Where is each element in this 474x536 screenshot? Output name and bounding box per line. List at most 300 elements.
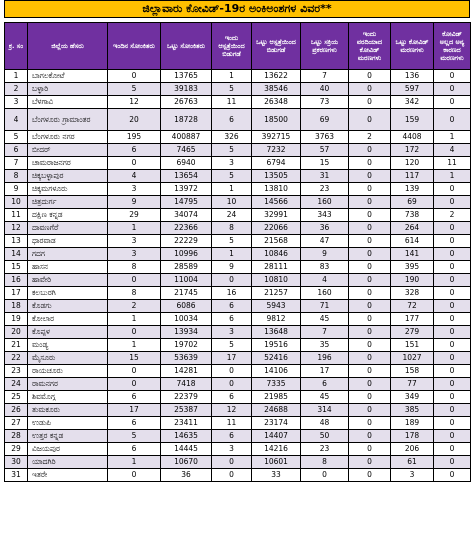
active-cases-cell: 48: [301, 417, 349, 430]
today-cases-cell: 5: [108, 430, 161, 443]
active-cases-cell: 7: [301, 70, 349, 83]
total-discharged-cell: 9812: [252, 313, 301, 326]
header-district: ಜಿಲ್ಲೆಯ ಹೆಸರು: [28, 23, 108, 70]
serial-cell: 7: [5, 157, 28, 170]
total-discharged-cell: 392715: [252, 131, 301, 144]
table-row: [5, 83, 471, 96]
total-discharged-cell: 14106: [252, 365, 301, 378]
active-cases-cell: 9: [301, 248, 349, 261]
header-today-discharged: ಇಂದು ಆಸ್ಪತ್ರೆಯಿಂದ ಬಿಡುಗಡೆ: [212, 23, 252, 70]
district-name-cell: ಹಾಸನ: [28, 261, 108, 274]
today-deaths-cell: 0: [349, 443, 391, 456]
total-discharged-cell: 32991: [252, 209, 301, 222]
today-deaths-cell: 0: [349, 378, 391, 391]
today-cases-cell: 29: [108, 209, 161, 222]
total-deaths-cell: 139: [391, 183, 434, 196]
today-cases-cell: 0: [108, 365, 161, 378]
today-discharged-cell: 0: [212, 469, 252, 482]
today-cases-cell: 0: [108, 378, 161, 391]
today-cases-cell: 8: [108, 287, 161, 300]
today-deaths-cell: 0: [349, 313, 391, 326]
today-deaths-cell: 0: [349, 300, 391, 313]
today-deaths-cell: 0: [349, 83, 391, 96]
total-discharged-cell: 7232: [252, 144, 301, 157]
today-cases-cell: 0: [108, 157, 161, 170]
non-covid-deaths-cell: 0: [434, 287, 471, 300]
table-row: [5, 443, 471, 456]
total-discharged-cell: 14407: [252, 430, 301, 443]
total-discharged-cell: 26348: [252, 96, 301, 109]
total-cases-cell: 34074: [161, 209, 212, 222]
total-cases-cell: 14281: [161, 365, 212, 378]
district-name-cell: ಕೊಪ್ಪಳ: [28, 326, 108, 339]
active-cases-cell: 17: [301, 365, 349, 378]
district-covid-table: [4, 22, 471, 482]
non-covid-deaths-cell: 0: [434, 274, 471, 287]
today-deaths-cell: 0: [349, 274, 391, 287]
non-covid-deaths-cell: 0: [434, 96, 471, 109]
active-cases-cell: 23: [301, 183, 349, 196]
active-cases-cell: 6: [301, 378, 349, 391]
total-cases-cell: 6940: [161, 157, 212, 170]
table-row: [5, 235, 471, 248]
today-deaths-cell: 0: [349, 430, 391, 443]
today-cases-cell: 3: [108, 183, 161, 196]
total-cases-cell: 14445: [161, 443, 212, 456]
district-name-cell: ಮೈಸೂರು: [28, 352, 108, 365]
district-name-cell: ಶಿವಮೊಗ್ಗ: [28, 391, 108, 404]
today-deaths-cell: 0: [349, 248, 391, 261]
table-row: [5, 196, 471, 209]
today-cases-cell: 2: [108, 300, 161, 313]
serial-cell: 8: [5, 170, 28, 183]
today-deaths-cell: 0: [349, 235, 391, 248]
active-cases-cell: 23: [301, 443, 349, 456]
today-discharged-cell: 12: [212, 404, 252, 417]
district-name-cell: ರಾಯಚೂರು: [28, 365, 108, 378]
serial-cell: 31: [5, 469, 28, 482]
district-name-cell: ಗದಗ: [28, 248, 108, 261]
serial-cell: 26: [5, 404, 28, 417]
today-cases-cell: 6: [108, 443, 161, 456]
total-cases-cell: 21745: [161, 287, 212, 300]
today-deaths-cell: 0: [349, 109, 391, 131]
today-discharged-cell: 0: [212, 378, 252, 391]
total-discharged-cell: 23174: [252, 417, 301, 430]
active-cases-cell: 160: [301, 196, 349, 209]
header-today-cases: ಇಂದಿನ ಸೋಂಕಿತರು: [108, 23, 161, 70]
today-discharged-cell: 9: [212, 261, 252, 274]
serial-cell: 13: [5, 235, 28, 248]
total-discharged-cell: 14216: [252, 443, 301, 456]
serial-cell: 11: [5, 209, 28, 222]
table-row: [5, 391, 471, 404]
today-discharged-cell: 17: [212, 352, 252, 365]
district-name-cell: ಬೆಂಗಳೂರು ಗ್ರಾಮಾಂತರ: [28, 109, 108, 131]
non-covid-deaths-cell: 0: [434, 378, 471, 391]
district-name-cell: ಚಾಮರಾಜನಗರ: [28, 157, 108, 170]
total-deaths-cell: 158: [391, 365, 434, 378]
district-name-cell: ಹಾವೇರಿ: [28, 274, 108, 287]
total-cases-cell: 36: [161, 469, 212, 482]
district-name-cell: ಬೀದರ್: [28, 144, 108, 157]
total-deaths-cell: 177: [391, 313, 434, 326]
today-cases-cell: 0: [108, 469, 161, 482]
today-cases-cell: 8: [108, 261, 161, 274]
table-row: [5, 404, 471, 417]
today-discharged-cell: 0: [212, 365, 252, 378]
table-row: [5, 209, 471, 222]
today-discharged-cell: 0: [212, 456, 252, 469]
total-discharged-cell: 24688: [252, 404, 301, 417]
today-cases-cell: 0: [108, 70, 161, 83]
serial-cell: 6: [5, 144, 28, 157]
total-deaths-cell: 597: [391, 83, 434, 96]
district-name-cell: ಬಳ್ಳಾರಿ: [28, 83, 108, 96]
today-cases-cell: 6: [108, 391, 161, 404]
district-name-cell: ರಾಮನಗರ: [28, 378, 108, 391]
total-deaths-cell: 385: [391, 404, 434, 417]
district-name-cell: ಚಿಕ್ಕಬಳ್ಳಾಪುರ: [28, 170, 108, 183]
total-cases-cell: 19702: [161, 339, 212, 352]
today-discharged-cell: 5: [212, 144, 252, 157]
total-cases-cell: 22379: [161, 391, 212, 404]
total-deaths-cell: 349: [391, 391, 434, 404]
today-discharged-cell: 1: [212, 248, 252, 261]
serial-cell: 23: [5, 365, 28, 378]
total-discharged-cell: 21985: [252, 391, 301, 404]
total-cases-cell: 22366: [161, 222, 212, 235]
table-row: [5, 300, 471, 313]
table-row: [5, 222, 471, 235]
active-cases-cell: 73: [301, 96, 349, 109]
today-discharged-cell: 3: [212, 443, 252, 456]
active-cases-cell: 47: [301, 235, 349, 248]
non-covid-deaths-cell: 0: [434, 196, 471, 209]
total-cases-cell: 14795: [161, 196, 212, 209]
today-cases-cell: 20: [108, 109, 161, 131]
today-deaths-cell: 0: [349, 326, 391, 339]
active-cases-cell: 8: [301, 456, 349, 469]
total-discharged-cell: 13622: [252, 70, 301, 83]
total-deaths-cell: 77: [391, 378, 434, 391]
table-row: [5, 430, 471, 443]
today-cases-cell: 12: [108, 96, 161, 109]
today-discharged-cell: 5: [212, 83, 252, 96]
header-non-covid-deaths: ಕೋವಿಡ್ ಅಲ್ಲದ ಅನ್ಯ ಕಾರಣದ ಮರಣಗಳು: [434, 23, 471, 70]
today-deaths-cell: 0: [349, 157, 391, 170]
table-row: [5, 70, 471, 83]
non-covid-deaths-cell: 0: [434, 70, 471, 83]
non-covid-deaths-cell: 0: [434, 109, 471, 131]
table-row: [5, 326, 471, 339]
total-discharged-cell: 10810: [252, 274, 301, 287]
header-serial: ಕ್ರ. ಸಂ: [5, 23, 28, 70]
today-deaths-cell: 0: [349, 339, 391, 352]
serial-cell: 24: [5, 378, 28, 391]
table-row: [5, 456, 471, 469]
total-deaths-cell: 72: [391, 300, 434, 313]
district-name-cell: ತುಮಕೂರು: [28, 404, 108, 417]
serial-cell: 21: [5, 339, 28, 352]
non-covid-deaths-cell: 0: [434, 404, 471, 417]
today-discharged-cell: 326: [212, 131, 252, 144]
serial-cell: 14: [5, 248, 28, 261]
total-cases-cell: 7418: [161, 378, 212, 391]
total-deaths-cell: 1027: [391, 352, 434, 365]
total-cases-cell: 13765: [161, 70, 212, 83]
table-row: [5, 170, 471, 183]
today-discharged-cell: 16: [212, 287, 252, 300]
non-covid-deaths-cell: 0: [434, 261, 471, 274]
total-discharged-cell: 52416: [252, 352, 301, 365]
today-cases-cell: 0: [108, 274, 161, 287]
today-cases-cell: 1: [108, 456, 161, 469]
total-deaths-cell: 328: [391, 287, 434, 300]
serial-cell: 1: [5, 70, 28, 83]
total-discharged-cell: 14566: [252, 196, 301, 209]
district-name-cell: ದಾವಣಗೆರೆ: [28, 222, 108, 235]
today-deaths-cell: 0: [349, 352, 391, 365]
serial-cell: 16: [5, 274, 28, 287]
total-cases-cell: 13654: [161, 170, 212, 183]
active-cases-cell: 45: [301, 391, 349, 404]
total-discharged-cell: 38546: [252, 83, 301, 96]
serial-cell: 4: [5, 109, 28, 131]
today-cases-cell: 9: [108, 196, 161, 209]
today-deaths-cell: 0: [349, 144, 391, 157]
table-row: [5, 469, 471, 482]
total-deaths-cell: 151: [391, 339, 434, 352]
header-today-deaths: ಇಂದು ವರದಿಯಾದ ಕೋವಿಡ್ ಮರಣಗಳು: [349, 23, 391, 70]
active-cases-cell: 3763: [301, 131, 349, 144]
serial-cell: 3: [5, 96, 28, 109]
header-total-cases: ಒಟ್ಟು ಸೋಂಕಿತರು: [161, 23, 212, 70]
serial-cell: 20: [5, 326, 28, 339]
total-discharged-cell: 21568: [252, 235, 301, 248]
total-discharged-cell: 28111: [252, 261, 301, 274]
total-cases-cell: 23411: [161, 417, 212, 430]
active-cases-cell: 35: [301, 339, 349, 352]
serial-cell: 22: [5, 352, 28, 365]
today-discharged-cell: 3: [212, 157, 252, 170]
total-deaths-cell: 3: [391, 469, 434, 482]
today-deaths-cell: 0: [349, 170, 391, 183]
today-deaths-cell: 0: [349, 456, 391, 469]
total-cases-cell: 26763: [161, 96, 212, 109]
today-cases-cell: 6: [108, 144, 161, 157]
total-discharged-cell: 33: [252, 469, 301, 482]
today-discharged-cell: 0: [212, 274, 252, 287]
today-discharged-cell: 6: [212, 313, 252, 326]
district-name-cell: ಕೊಡಗು: [28, 300, 108, 313]
total-discharged-cell: 13505: [252, 170, 301, 183]
active-cases-cell: 45: [301, 313, 349, 326]
table-row: [5, 352, 471, 365]
serial-cell: 12: [5, 222, 28, 235]
non-covid-deaths-cell: 0: [434, 326, 471, 339]
header-active-cases: ಒಟ್ಟು ಸಕ್ರಿಯ ಪ್ರಕರಣಗಳು: [301, 23, 349, 70]
total-discharged-cell: 5943: [252, 300, 301, 313]
district-name-cell: ಧಾರವಾಡ: [28, 235, 108, 248]
table-row: [5, 109, 471, 131]
total-deaths-cell: 279: [391, 326, 434, 339]
district-name-cell: ಕೋಲಾರ: [28, 313, 108, 326]
total-cases-cell: 25387: [161, 404, 212, 417]
district-name-cell: ಚಿತ್ರದುರ್ಗ: [28, 196, 108, 209]
total-deaths-cell: 141: [391, 248, 434, 261]
today-deaths-cell: 0: [349, 417, 391, 430]
district-name-cell: ಬಾಗಲಕೋಟೆ: [28, 70, 108, 83]
non-covid-deaths-cell: 1: [434, 131, 471, 144]
table-row: [5, 417, 471, 430]
district-name-cell: ದಕ್ಷಿಣ ಕನ್ನಡ: [28, 209, 108, 222]
district-name-cell: ಇತರೇ: [28, 469, 108, 482]
today-discharged-cell: 6: [212, 391, 252, 404]
active-cases-cell: 69: [301, 109, 349, 131]
total-deaths-cell: 178: [391, 430, 434, 443]
total-deaths-cell: 395: [391, 261, 434, 274]
table-header-row: [5, 23, 471, 70]
total-deaths-cell: 61: [391, 456, 434, 469]
total-deaths-cell: 614: [391, 235, 434, 248]
table-row: [5, 96, 471, 109]
today-cases-cell: 3: [108, 235, 161, 248]
total-cases-cell: 22229: [161, 235, 212, 248]
district-name-cell: ಕಲಬುರಗಿ: [28, 287, 108, 300]
non-covid-deaths-cell: 0: [434, 456, 471, 469]
non-covid-deaths-cell: 0: [434, 352, 471, 365]
table-row: [5, 131, 471, 144]
today-deaths-cell: 0: [349, 365, 391, 378]
active-cases-cell: 50: [301, 430, 349, 443]
today-cases-cell: 5: [108, 83, 161, 96]
table-row: [5, 261, 471, 274]
total-cases-cell: 14635: [161, 430, 212, 443]
table-row: [5, 378, 471, 391]
active-cases-cell: 7: [301, 326, 349, 339]
total-discharged-cell: 13810: [252, 183, 301, 196]
serial-cell: 27: [5, 417, 28, 430]
table-row: [5, 365, 471, 378]
total-cases-cell: 39183: [161, 83, 212, 96]
serial-cell: 5: [5, 131, 28, 144]
today-cases-cell: 1: [108, 222, 161, 235]
serial-cell: 2: [5, 83, 28, 96]
table-row: [5, 248, 471, 261]
total-discharged-cell: 22066: [252, 222, 301, 235]
total-deaths-cell: 159: [391, 109, 434, 131]
today-deaths-cell: 0: [349, 222, 391, 235]
active-cases-cell: 0: [301, 469, 349, 482]
non-covid-deaths-cell: 0: [434, 183, 471, 196]
today-deaths-cell: 0: [349, 196, 391, 209]
serial-cell: 15: [5, 261, 28, 274]
total-deaths-cell: 342: [391, 96, 434, 109]
today-discharged-cell: 11: [212, 96, 252, 109]
today-discharged-cell: 10: [212, 196, 252, 209]
today-deaths-cell: 0: [349, 96, 391, 109]
today-discharged-cell: 1: [212, 183, 252, 196]
active-cases-cell: 57: [301, 144, 349, 157]
active-cases-cell: 15: [301, 157, 349, 170]
total-discharged-cell: 7335: [252, 378, 301, 391]
today-discharged-cell: 6: [212, 109, 252, 131]
today-discharged-cell: 5: [212, 235, 252, 248]
total-discharged-cell: 13648: [252, 326, 301, 339]
today-deaths-cell: 0: [349, 261, 391, 274]
serial-cell: 30: [5, 456, 28, 469]
total-discharged-cell: 10601: [252, 456, 301, 469]
serial-cell: 29: [5, 443, 28, 456]
total-deaths-cell: 190: [391, 274, 434, 287]
today-discharged-cell: 6: [212, 430, 252, 443]
non-covid-deaths-cell: 0: [434, 417, 471, 430]
today-deaths-cell: 0: [349, 183, 391, 196]
today-cases-cell: 3: [108, 248, 161, 261]
today-deaths-cell: 0: [349, 391, 391, 404]
total-discharged-cell: 18500: [252, 109, 301, 131]
total-deaths-cell: 4408: [391, 131, 434, 144]
table-row: [5, 313, 471, 326]
total-discharged-cell: 6794: [252, 157, 301, 170]
total-deaths-cell: 117: [391, 170, 434, 183]
total-deaths-cell: 69: [391, 196, 434, 209]
table-row: [5, 287, 471, 300]
total-cases-cell: 53639: [161, 352, 212, 365]
total-discharged-cell: 21257: [252, 287, 301, 300]
header-total-discharged: ಒಟ್ಟು ಆಸ್ಪತ್ರೆಯಿಂದ ಬಿಡುಗಡೆ: [252, 23, 301, 70]
table-row: [5, 157, 471, 170]
non-covid-deaths-cell: 0: [434, 300, 471, 313]
district-name-cell: ಚಿಕ್ಕಮಗಳೂರು: [28, 183, 108, 196]
non-covid-deaths-cell: 11: [434, 157, 471, 170]
total-discharged-cell: 19516: [252, 339, 301, 352]
today-deaths-cell: 0: [349, 209, 391, 222]
non-covid-deaths-cell: 0: [434, 313, 471, 326]
today-discharged-cell: 5: [212, 170, 252, 183]
non-covid-deaths-cell: 0: [434, 83, 471, 96]
district-name-cell: ಮಂಡ್ಯ: [28, 339, 108, 352]
today-cases-cell: 1: [108, 313, 161, 326]
total-cases-cell: 6086: [161, 300, 212, 313]
district-name-cell: ಯಾದಗಿರಿ: [28, 456, 108, 469]
total-deaths-cell: 120: [391, 157, 434, 170]
today-discharged-cell: 1: [212, 70, 252, 83]
today-cases-cell: 15: [108, 352, 161, 365]
table-row: [5, 183, 471, 196]
non-covid-deaths-cell: 0: [434, 222, 471, 235]
district-name-cell: ಬೆಳಗಾವಿ: [28, 96, 108, 109]
table-row: [5, 339, 471, 352]
active-cases-cell: 4: [301, 274, 349, 287]
total-deaths-cell: 136: [391, 70, 434, 83]
total-deaths-cell: 206: [391, 443, 434, 456]
today-deaths-cell: 0: [349, 70, 391, 83]
non-covid-deaths-cell: 0: [434, 235, 471, 248]
today-discharged-cell: 24: [212, 209, 252, 222]
today-deaths-cell: 2: [349, 131, 391, 144]
today-discharged-cell: 5: [212, 339, 252, 352]
active-cases-cell: 71: [301, 300, 349, 313]
non-covid-deaths-cell: 0: [434, 365, 471, 378]
serial-cell: 10: [5, 196, 28, 209]
today-deaths-cell: 0: [349, 404, 391, 417]
non-covid-deaths-cell: 0: [434, 339, 471, 352]
serial-cell: 9: [5, 183, 28, 196]
non-covid-deaths-cell: 2: [434, 209, 471, 222]
page-title: ಜಿಲ್ಲಾವಾರು ಕೋವಿಡ್-19ರ ಅಂಕಿಅಂಶಗಳ ವಿವರ**: [4, 0, 470, 18]
